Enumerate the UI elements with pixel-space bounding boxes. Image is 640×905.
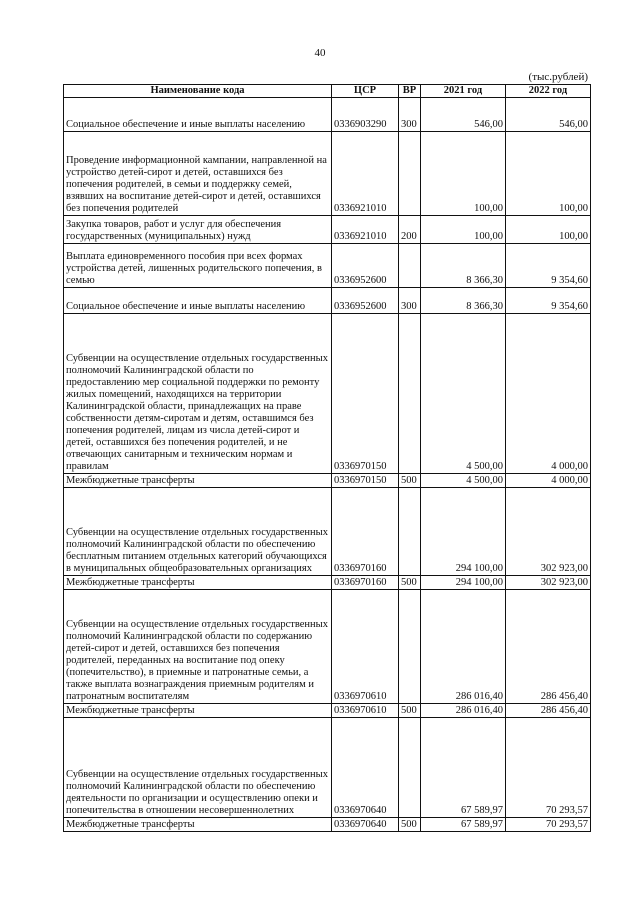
row-name: Субвенции на осуществление отдельных государственных полномочий Калининградской области по содержанию детей-сирот и детей, оставшихся без попечения родителей, переданных на воспитание под опеку (попечительство), в приемные и патронатные семьи, а также выплата вознаграждения приемным родителям и патронатным воспитателям xyxy=(64,590,332,704)
header-2021: 2021 год xyxy=(421,85,506,98)
row-2022: 100,00 xyxy=(506,132,591,216)
table-row xyxy=(64,132,591,216)
table-row xyxy=(64,288,591,314)
header-2022: 2022 год xyxy=(506,85,591,98)
row-2021: 67 589,97 xyxy=(421,718,506,818)
row-2022: 4 000,00 xyxy=(506,474,591,488)
row-vr: 300 xyxy=(399,98,421,132)
table-row xyxy=(64,314,591,474)
table-row xyxy=(64,474,591,488)
row-csr: 0336952600 xyxy=(332,288,399,314)
row-2021: 100,00 xyxy=(421,132,506,216)
table-row xyxy=(64,488,591,576)
row-2022: 70 293,57 xyxy=(506,818,591,832)
row-name: Субвенции на осуществление отдельных государственных полномочий Калининградской области по обеспечению деятельности по организации и осуществлению опеки и попечительства в отношении несовершеннолетних xyxy=(64,718,332,818)
header-name: Наименование кода xyxy=(64,85,332,98)
row-name: Выплата единовременного пособия при всех формах устройства детей, лишенных родительского попечения, в семью xyxy=(64,244,332,288)
row-2021: 294 100,00 xyxy=(421,576,506,590)
page-number: 40 xyxy=(314,47,326,59)
row-2022: 70 293,57 xyxy=(506,718,591,818)
row-name: Межбюджетные трансферты xyxy=(64,704,332,718)
row-2022: 302 923,00 xyxy=(506,488,591,576)
row-vr xyxy=(399,718,421,818)
row-csr: 0336970160 xyxy=(332,488,399,576)
row-name: Межбюджетные трансферты xyxy=(64,576,332,590)
header-vr: ВР xyxy=(399,85,421,98)
table-header-row xyxy=(64,85,591,98)
row-vr xyxy=(399,314,421,474)
row-name: Социальное обеспечение и иные выплаты населению xyxy=(64,98,332,132)
row-name: Субвенции на осуществление отдельных государственных полномочий Калининградской области по обеспечению бесплатным питанием отдельных категорий обучающихся в муниципальных общеобразовательных организациях xyxy=(64,488,332,576)
table-row xyxy=(64,718,591,818)
row-2021: 286 016,40 xyxy=(421,590,506,704)
table-row xyxy=(64,216,591,244)
table-row xyxy=(64,576,591,590)
row-csr: 0336970640 xyxy=(332,718,399,818)
row-2021: 8 366,30 xyxy=(421,244,506,288)
row-2022: 286 456,40 xyxy=(506,590,591,704)
row-csr: 0336970610 xyxy=(332,590,399,704)
units-label: (тыс.рублей) xyxy=(528,71,588,83)
row-vr xyxy=(399,590,421,704)
row-vr xyxy=(399,244,421,288)
row-vr: 500 xyxy=(399,704,421,718)
row-vr: 500 xyxy=(399,818,421,832)
row-vr: 500 xyxy=(399,576,421,590)
row-name: Межбюджетные трансферты xyxy=(64,474,332,488)
row-name: Проведение информационной кампании, направленной на устройство детей-сирот и детей, оставшихся без попечения родителей, в семьи и поддержку семей, взявших на воспитание детей-сирот и детей, оставшихся без попечения родителей xyxy=(64,132,332,216)
row-vr xyxy=(399,488,421,576)
row-2021: 4 500,00 xyxy=(421,314,506,474)
row-vr: 300 xyxy=(399,288,421,314)
row-2022: 546,00 xyxy=(506,98,591,132)
row-csr: 0336970640 xyxy=(332,818,399,832)
row-vr xyxy=(399,132,421,216)
row-name: Закупка товаров, работ и услуг для обеспечения государственных (муниципальных) нужд xyxy=(64,216,332,244)
row-vr: 500 xyxy=(399,474,421,488)
row-name: Субвенции на осуществление отдельных государственных полномочий Калининградской области по предоставлению мер социальной поддержки по ремонту жилых помещений, находящихся на территории Калининградской области, принадлежащих на праве собственности детям-сиротам и детям, оставшимся без попечения родителей, лицам из числа детей-сирот и детей, оставшихся без попечения родителей, и не отвечающих санитарным и техническим нормам и правилам xyxy=(64,314,332,474)
table-row xyxy=(64,590,591,704)
row-csr: 0336970150 xyxy=(332,314,399,474)
row-2022: 286 456,40 xyxy=(506,704,591,718)
row-2022: 302 923,00 xyxy=(506,576,591,590)
row-2021: 294 100,00 xyxy=(421,488,506,576)
table-row xyxy=(64,244,591,288)
row-name: Межбюджетные трансферты xyxy=(64,818,332,832)
row-csr: 0336921010 xyxy=(332,216,399,244)
row-2021: 8 366,30 xyxy=(421,288,506,314)
row-2022: 9 354,60 xyxy=(506,288,591,314)
header-csr: ЦСР xyxy=(332,85,399,98)
row-2022: 4 000,00 xyxy=(506,314,591,474)
row-csr: 0336970610 xyxy=(332,704,399,718)
table-row xyxy=(64,818,591,832)
row-2021: 286 016,40 xyxy=(421,704,506,718)
row-2022: 100,00 xyxy=(506,216,591,244)
row-2022: 9 354,60 xyxy=(506,244,591,288)
row-2021: 4 500,00 xyxy=(421,474,506,488)
row-csr: 0336903290 xyxy=(332,98,399,132)
row-2021: 546,00 xyxy=(421,98,506,132)
row-csr: 0336970160 xyxy=(332,576,399,590)
row-csr: 0336952600 xyxy=(332,244,399,288)
row-csr: 0336970150 xyxy=(332,474,399,488)
row-vr: 200 xyxy=(399,216,421,244)
table-row xyxy=(64,98,591,132)
table-row xyxy=(64,704,591,718)
row-2021: 100,00 xyxy=(421,216,506,244)
row-name: Социальное обеспечение и иные выплаты населению xyxy=(64,288,332,314)
row-2021: 67 589,97 xyxy=(421,818,506,832)
budget-table xyxy=(63,84,591,832)
row-csr: 0336921010 xyxy=(332,132,399,216)
